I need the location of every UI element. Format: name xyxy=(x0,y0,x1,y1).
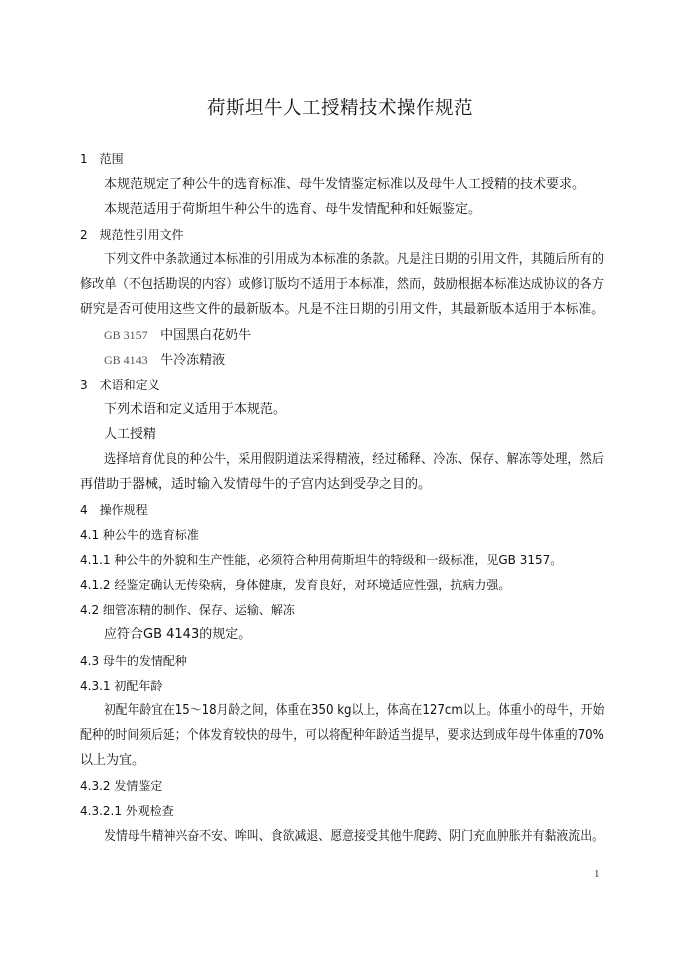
reference-gb3157 xyxy=(104,327,251,344)
section-4-3-2-heading: 4.3.2 发情鉴定 xyxy=(80,779,163,793)
section-4-3-1-heading: 4.3.1 初配年龄 xyxy=(80,679,163,693)
reference-gb4143 xyxy=(104,352,225,369)
section-2-paragraph-line-3: 研究是否可使用这些文件的最新版本。凡是不注日期的引用文件，其最新版本适用于本标准。 xyxy=(80,302,605,317)
section-3-heading: 3 术语和定义 xyxy=(80,378,160,392)
section-1-paragraph-1: 本规范规定了种公牛的选育标准、母牛发情鉴定标准以及母牛人工授精的技术要求。 xyxy=(104,177,586,192)
section-4-3-1-line-1: 初配年龄宜在15～18月龄之间，体重在350 kg以上，体高在127cm以上。体重小的母牛，开始 xyxy=(104,703,605,718)
section-4-2-heading: 4.2 细管冻精的制作、保存、运输、解冻 xyxy=(80,603,295,617)
section-4-heading: 4 操作规程 xyxy=(80,503,148,517)
section-2-paragraph-line-2: 修改单（不包括勘误的内容）或修订版均不适用于本标准，然而，鼓励根据本标准达成协议的各方 xyxy=(80,277,605,292)
reference-code: GB 3157 xyxy=(104,328,148,342)
section-3-term: 人工授精 xyxy=(104,427,157,442)
page-number: 1 xyxy=(594,868,600,880)
section-4-1-1: 4.1.1 种公牛的外貌和生产性能，必须符合种用荷斯坦牛的特级和一级标准，见GB 3157。 xyxy=(80,553,563,567)
section-3-definition-line-1: 选择培育优良的种公牛，采用假阴道法采得精液，经过稀释、冷冻、保存、解冻等处理，然后 xyxy=(104,452,605,467)
reference-code: GB 4143 xyxy=(104,353,148,367)
section-1-paragraph-2: 本规范适用于荷斯坦牛种公牛的选育、母牛发情配种和妊娠鉴定。 xyxy=(104,202,482,217)
section-4-3-1-line-3: 以上为宜。 xyxy=(80,753,146,768)
section-2-heading: 2 规范性引用文件 xyxy=(80,228,184,242)
section-3-paragraph: 下列术语和定义适用于本规范。 xyxy=(104,402,287,417)
reference-title: 中国黑白花奶牛 xyxy=(160,328,252,343)
section-3-definition-line-2: 再借助于器械，适时输入发情母牛的子宫内达到受孕之目的。 xyxy=(80,477,432,492)
section-4-3-2-1-paragraph: 发情母牛精神兴奋不安、哞叫、食欲减退、愿意接受其他牛爬跨、阴门充血肿胀并有黏液流出。 xyxy=(104,829,605,844)
section-1-heading: 1 范围 xyxy=(80,152,124,166)
reference-title: 牛冷冻精液 xyxy=(160,353,226,368)
section-2-paragraph-line-1: 下列文件中条款通过本标准的引用成为本标准的条款。凡是注日期的引用文件，其随后所有的 xyxy=(104,252,605,267)
section-4-3-heading: 4.3 母牛的发情配种 xyxy=(80,654,187,668)
document-title: 荷斯坦牛人工授精技术操作规范 xyxy=(206,98,473,119)
section-4-1-2: 4.1.2 经鉴定确认无传染病，身体健康，发育良好，对环境适应性强，抗病力强。 xyxy=(80,578,511,592)
section-4-2-paragraph: 应符合GB 4143的规定。 xyxy=(104,627,252,642)
section-4-3-2-1-heading: 4.3.2.1 外观检查 xyxy=(80,804,174,818)
section-4-3-1-line-2: 配种的时间须后延；个体发育较快的母牛，可以将配种年龄适当提早，要求达到成年母牛体重的70% xyxy=(80,728,604,743)
section-4-1-heading: 4.1 种公牛的选育标准 xyxy=(80,528,199,542)
